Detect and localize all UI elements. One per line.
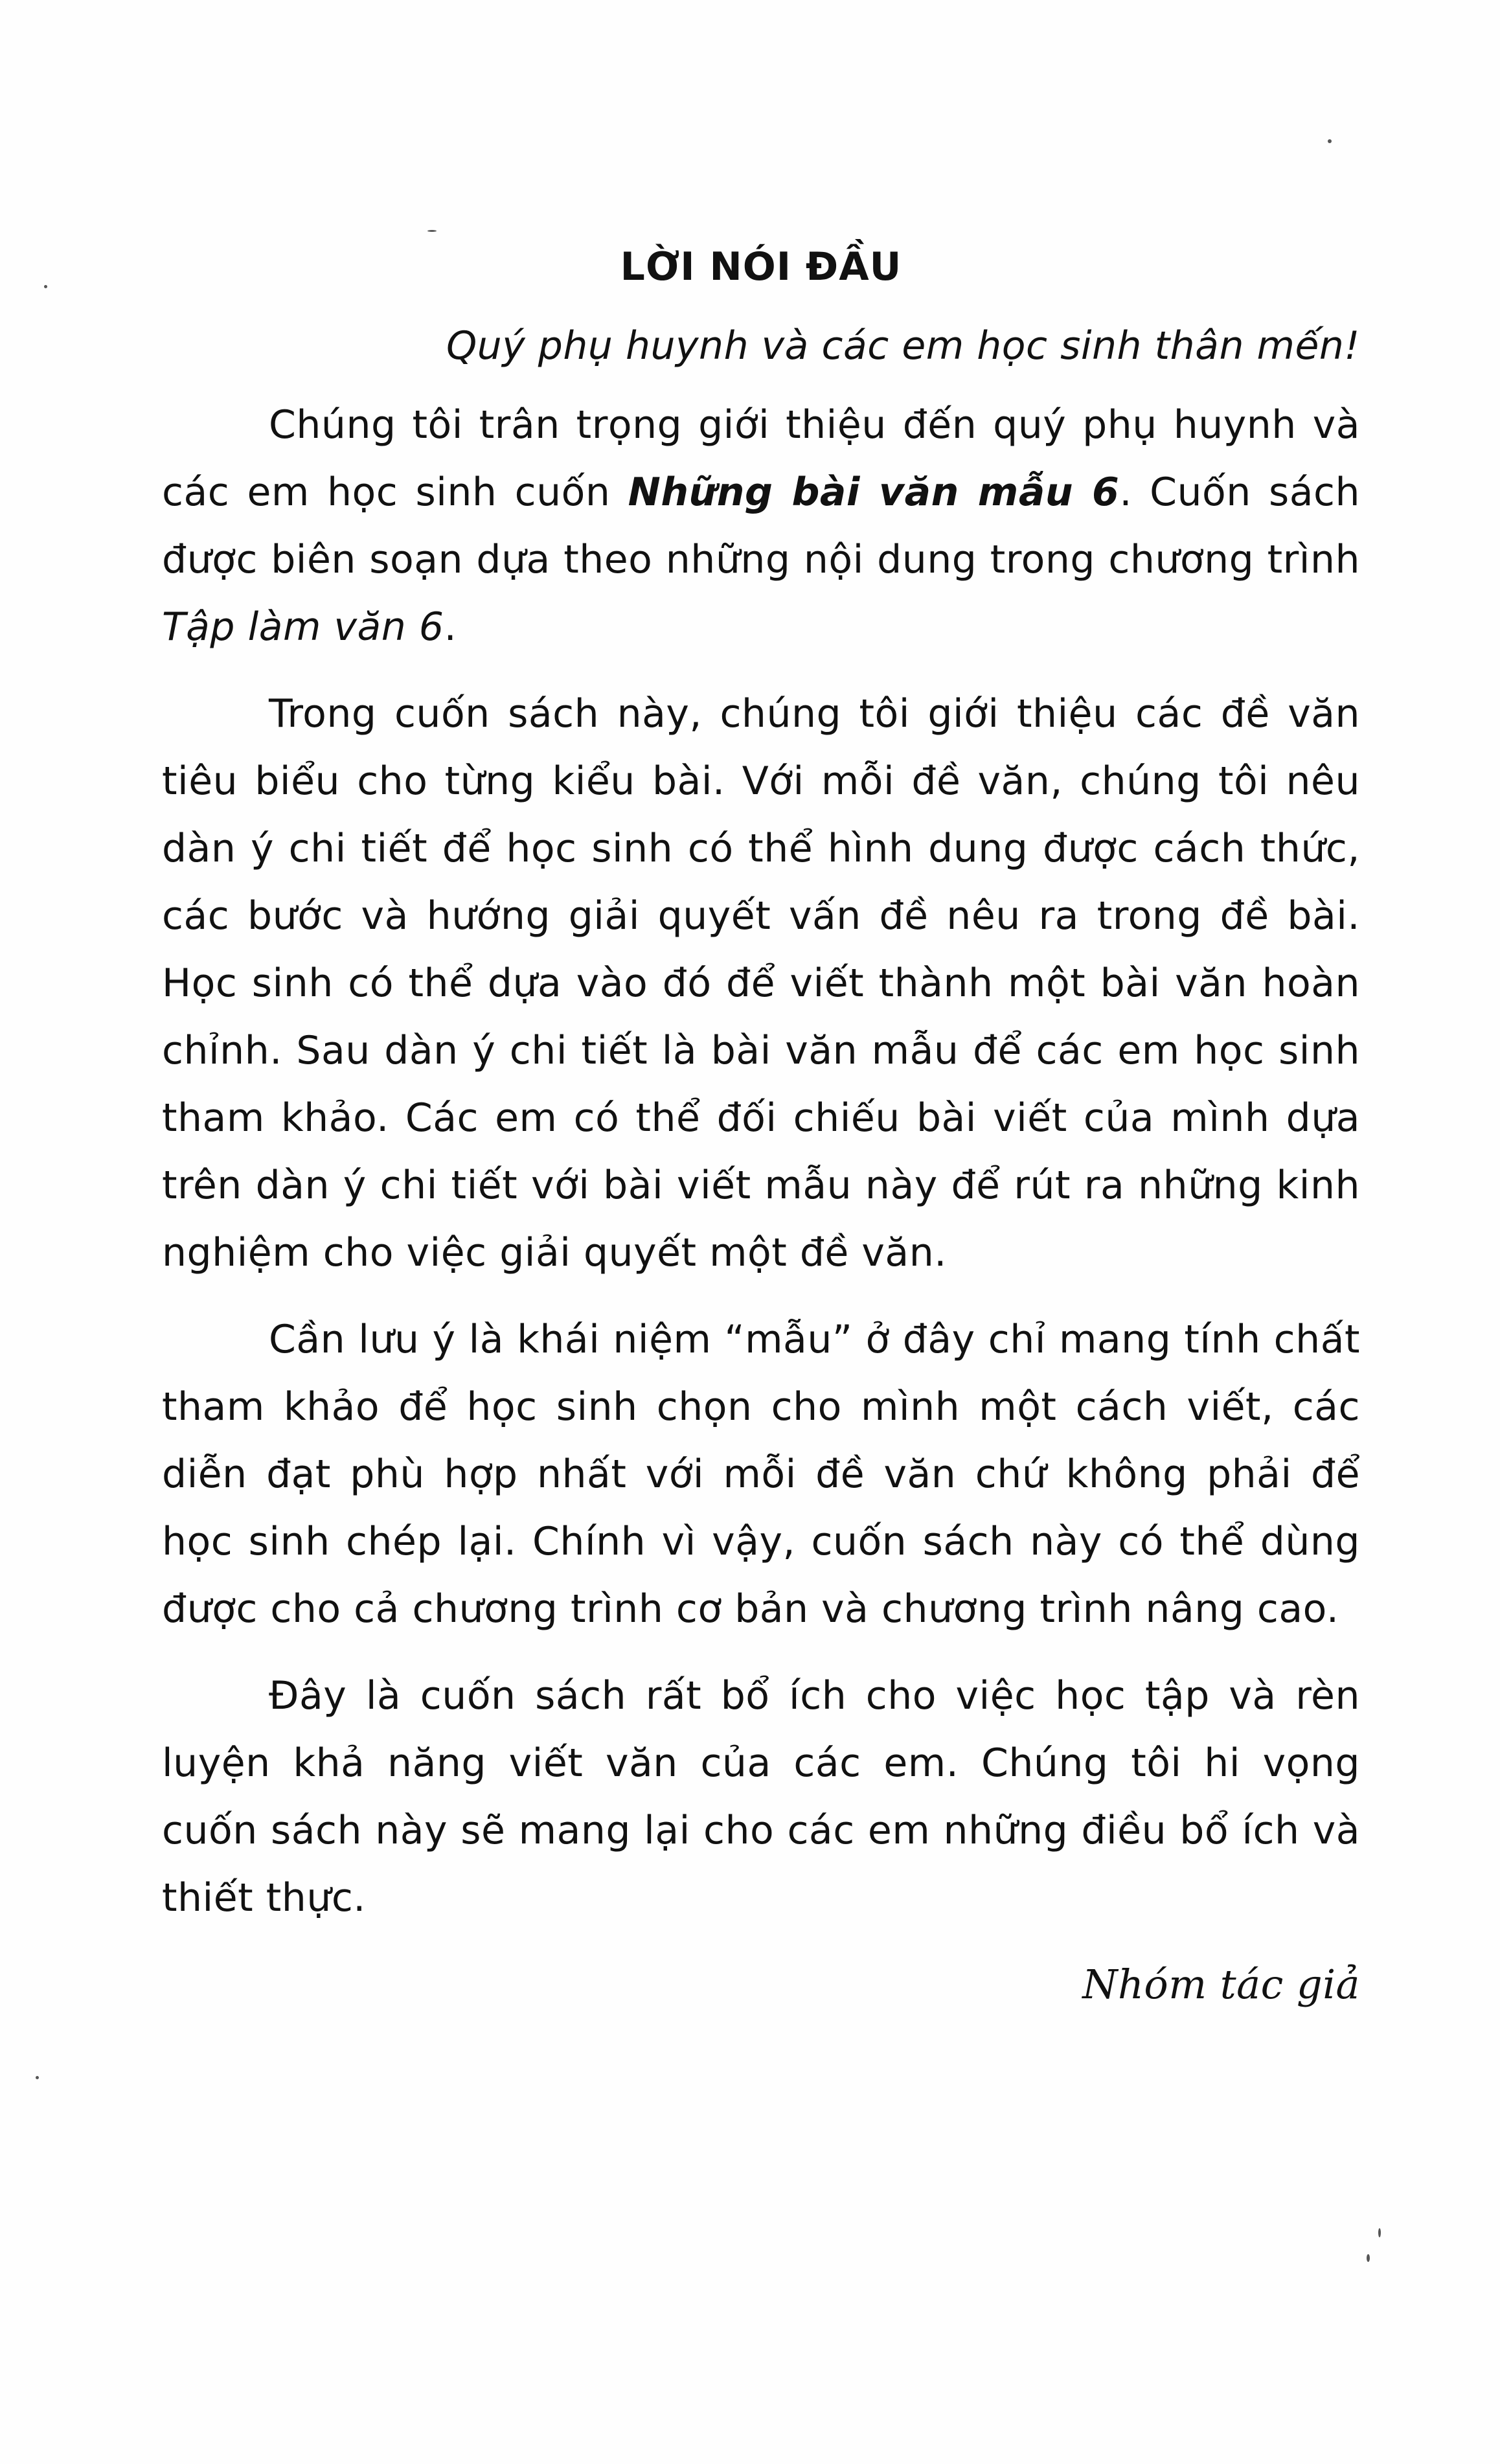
paragraph-intro [162, 391, 1360, 661]
preface-content [162, 233, 1360, 2018]
scan-speck [36, 2076, 39, 2079]
paragraph-closing: Đây là cuốn sách rất bổ ích cho việc học tập và rèn luyện khả năng viết văn của các em. Chúng tôi hi vọng cuốn sách này sẽ mang lại cho các em những điều bổ ích và thiết thực. [162, 1673, 1360, 1921]
scan-speck [1328, 139, 1332, 143]
intro-text-before-book: Chúng tôi trân trọng giới thiệu đến quý phụ huynh và các em học sinh cuốn [162, 402, 1360, 515]
page-title: LỜI NÓI ĐẦU [620, 244, 902, 290]
paragraph-book-structure: Trong cuốn sách này, chúng tôi giới thiệu các đề văn tiêu biểu cho từng kiểu bài. Với mỗi đề văn, chúng tôi nêu dàn ý chi tiết để học sinh có thể hình dung được cách thức, các bước và hướng giải quyết vấn đề nêu ra trong đề bài. Học sinh có thể dựa vào đó để viết thành một bài văn hoàn chỉnh. Sau dàn ý chi tiết là bài văn mẫu để các em học sinh tham khảo. Các em có thể đối chiếu bài viết của mình dựa trên dàn ý chi tiết với bài viết mẫu này để rút ra những kinh nghiệm cho việc giải quyết một đề văn. [162, 691, 1360, 1275]
author-signature: Nhóm tác giả [1082, 1961, 1360, 2008]
greeting-line: Quý phụ huynh và các em học sinh thân mến! [446, 323, 1360, 369]
intro-text-end: . [444, 604, 457, 650]
program-name: Tập làm văn 6 [162, 604, 444, 650]
scan-speck [44, 285, 47, 288]
paragraph-note: Cần lưu ý là khái niệm “mẫu” ở đây chỉ mang tính chất tham khảo để học sinh chọn cho mình một cách viết, các diễn đạt phù hợp nhất với mỗi đề văn chứ không phải để học sinh chép lại. Chính vì vậy, cuốn sách này có thể dùng được cho cả chương trình cơ bản và chương trình nâng cao. [162, 1317, 1360, 1632]
intro-text-middle: . Cuốn sách được biên soạn dựa theo những nội dung trong chương trình [162, 470, 1361, 582]
scan-speck [427, 230, 437, 232]
book-title: Những bài văn mẫu 6 [628, 470, 1120, 515]
scan-speck [1367, 2254, 1370, 2262]
scan-speck [1378, 2228, 1381, 2237]
